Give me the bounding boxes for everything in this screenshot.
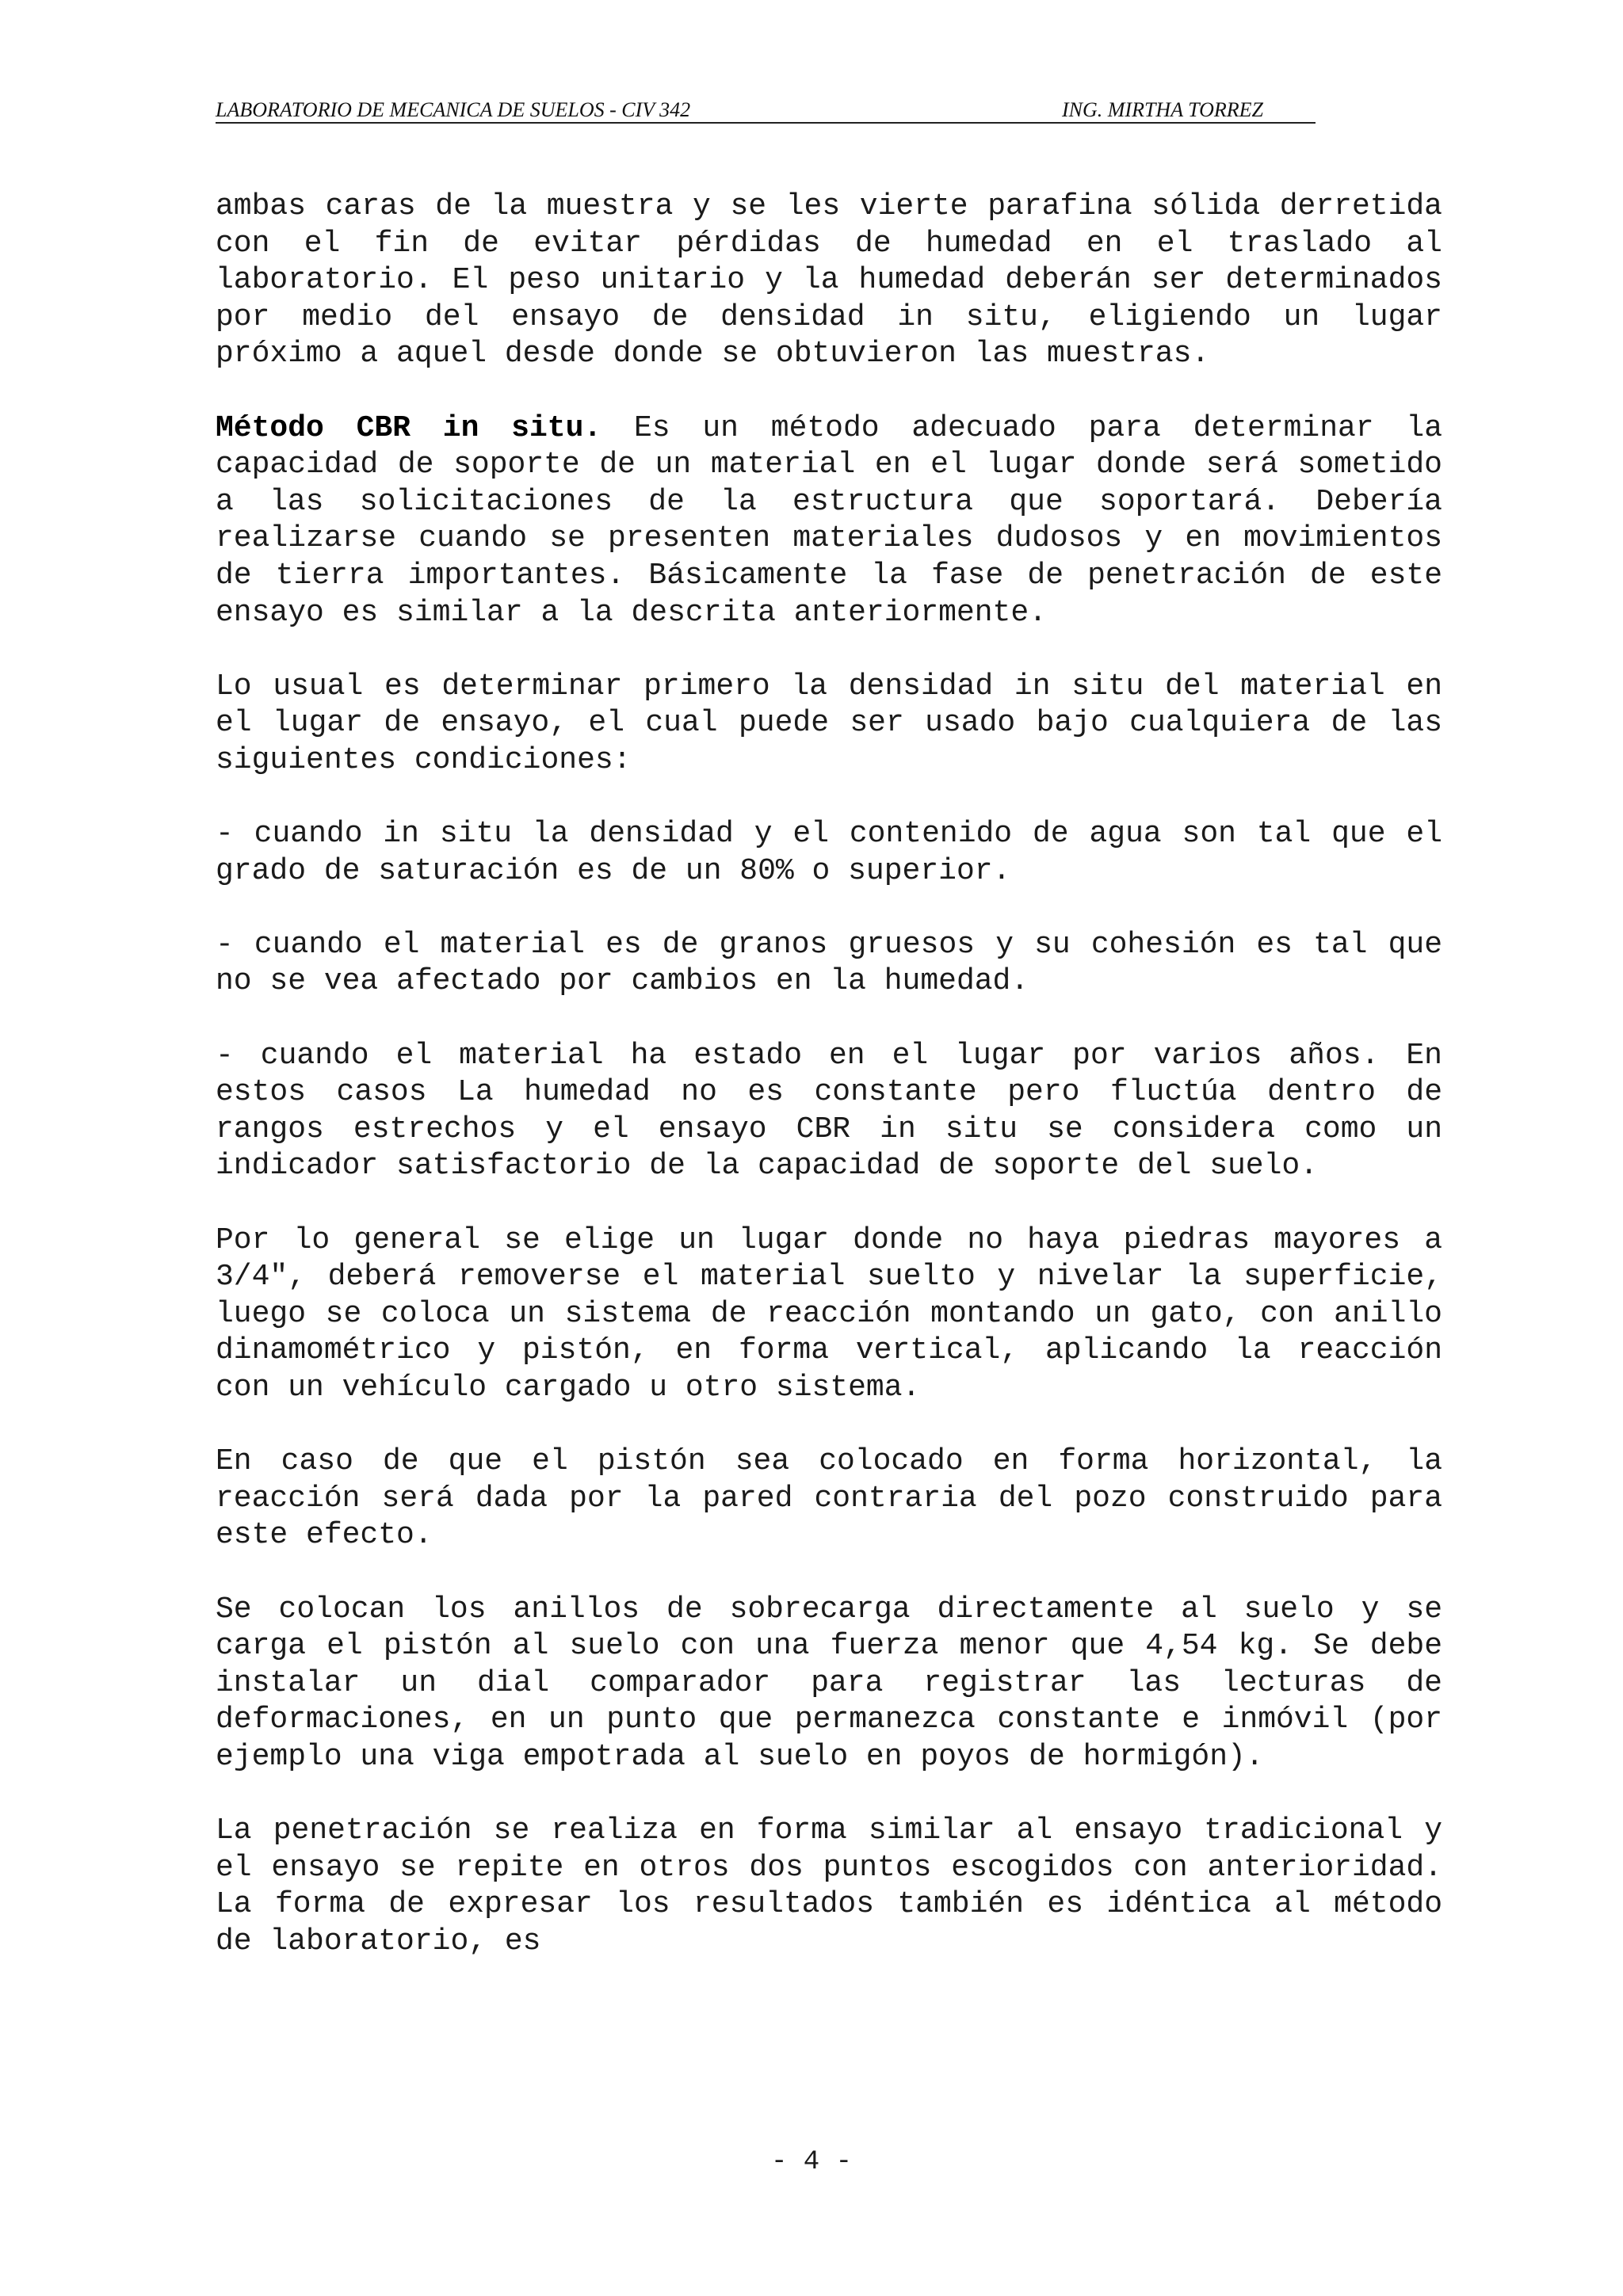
list-item: - cuando in situ la densidad y el contenido de agua son tal que el grado de saturación es de un 80% o superior.	[216, 817, 1442, 888]
paragraph-heading: Método CBR in situ.	[216, 410, 602, 445]
paragraph: ambas caras de la muestra y se les vierte parafina sólida derretida con el fin de evitar pérdidas de humedad en el traslado al laboratorio. El peso unitario y la humedad deberán ser determinados por medio del ensayo de densidad in situ, eligiendo un lugar próximo a aquel desde donde se obtuvieron las muestras.	[216, 189, 1442, 372]
paragraph: Por lo general se elige un lugar donde no haya piedras mayores a 3/4", deberá removerse el material suelto y nivelar la superficie, luego se coloca un sistema de reacción montando un gato, con anillo dinamométrico y pistón, en forma vertical, aplicando la reacción con un vehículo cargado u otro sistema.	[216, 1222, 1442, 1405]
paragraph-text: Es un método adecuado para determinar la capacidad de soporte de un material en el lugar donde será sometido a las solicitaciones de la estructura que soportará. Debería realizarse cuando se presenten materiales dudosos y en movimientos de tierra importantes. Básicamente la fase de penetración de este ensayo es similar a la descrita anteriormente.	[216, 410, 1442, 630]
paragraph	[216, 410, 1442, 632]
page-number: - 4 -	[770, 2147, 853, 2177]
paragraph: En caso de que el pistón sea colocado en forma horizontal, la reacción será dada por la pared contraria del pozo construido para este efecto.	[216, 1444, 1442, 1553]
paragraph: Lo usual es determinar primero la densidad in situ del material en el lugar de ensayo, el cual puede ser usado bajo cualquiera de las siguientes condiciones:	[216, 669, 1442, 777]
header-course-title: LABORATORIO DE MECANICA DE SUELOS - CIV 342	[216, 98, 691, 121]
page-header	[216, 93, 1316, 128]
paragraph: Se colocan los anillos de sobrecarga directamente al suelo y se carga el pistón al suelo con una fuerza menor que 4,54 kg. Se debe instalar un dial comparador para registrar las lecturas de deformaciones, en un punto que permanezca constante e inmóvil (por ejemplo una viga empotrada al suelo en poyos de hormigón).	[216, 1592, 1442, 1774]
paragraph: La penetración se realiza en forma similar al ensayo tradicional y el ensayo se repite en otros dos puntos escogidos con anterioridad. La forma de expresar los resultados también es idéntica al método de laboratorio, es	[216, 1814, 1442, 1958]
header-author: ING. MIRTHA TORREZ	[1062, 98, 1263, 121]
document-body	[216, 189, 1442, 1961]
header-underline	[216, 122, 1316, 124]
list-item: - cuando el material es de granos gruesos y su cohesión es tal que no se vea afectado por cambios en la humedad.	[216, 927, 1442, 999]
list-item: - cuando el material ha estado en el lugar por varios años. En estos casos La humedad no es constante pero fluctúa dentro de rangos estrechos y el ensayo CBR in situ se considera como un indicador satisfactorio de la capacidad de soporte del suelo.	[216, 1038, 1442, 1184]
